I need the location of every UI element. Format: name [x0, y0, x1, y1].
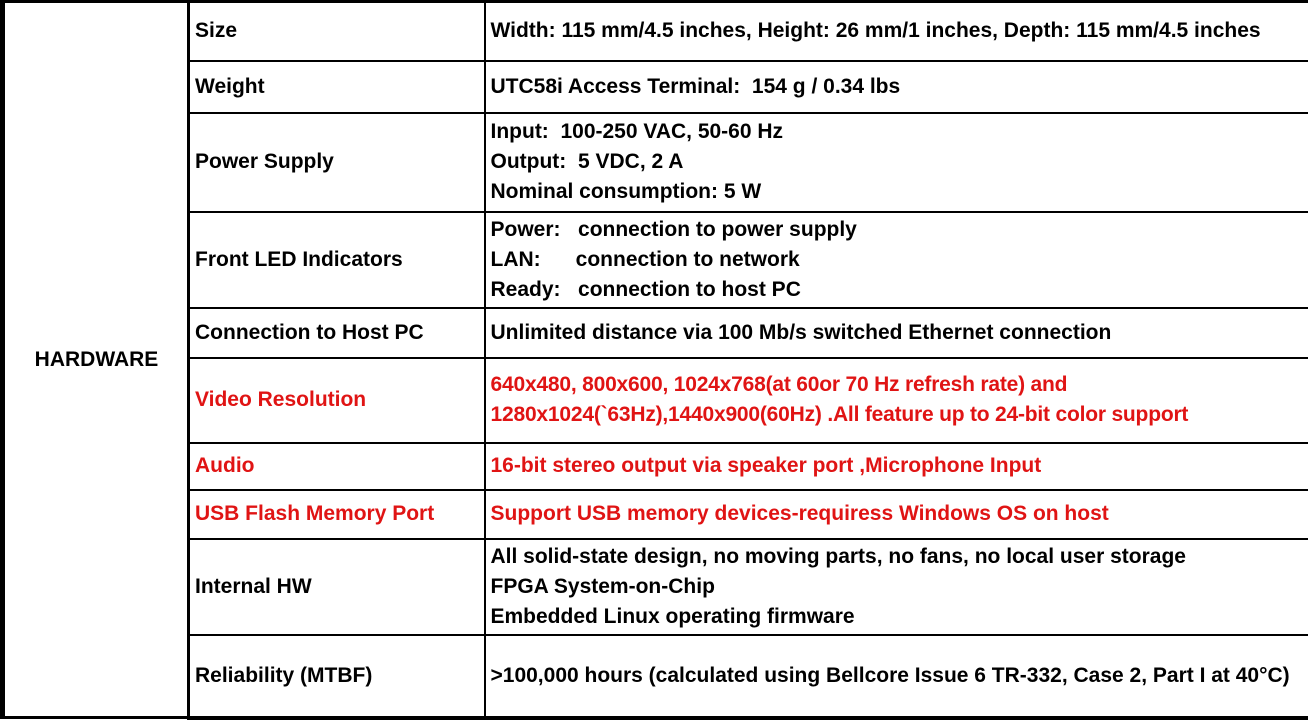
- value-weight-line: UTC58i Access Terminal: 154 g / 0.34 lbs: [491, 72, 1306, 102]
- value-led-indicators: [485, 212, 1308, 308]
- value-internal-hw-line-3: Embedded Linux operating firmware: [491, 602, 1306, 632]
- value-power-supply: [485, 113, 1308, 212]
- value-video-line-1: 640x480, 800x600, 1024x768(at 60or 70 Hz refresh rate) and: [491, 370, 1306, 400]
- label-usb: USB Flash Memory Port: [189, 490, 485, 539]
- value-size-line: Width: 115 mm/4.5 inches, Height: 26 mm/1 inches, Depth: 115 mm/4.5 inches: [491, 17, 1306, 45]
- value-power-input: Input: 100-250 VAC, 50-60 Hz: [491, 117, 1306, 147]
- spec-row-video: [3, 358, 1308, 443]
- value-reliability-line: >100,000 hours (calculated using Bellcore Issue 6 TR-332, Case 2, Part I at 40°C): [491, 662, 1306, 690]
- value-video-line-2: 1280x1024(`63Hz),1440x900(60Hz) .All feature up to 24-bit color support: [491, 400, 1306, 430]
- section-label: HARDWARE: [3, 2, 189, 718]
- value-internal-hw: [485, 539, 1308, 635]
- value-weight: [485, 61, 1308, 113]
- value-video: [485, 358, 1308, 443]
- spec-row-reliability: [3, 635, 1308, 718]
- value-connection: [485, 308, 1308, 358]
- spec-row-audio: [3, 443, 1308, 490]
- spec-row-power-supply: [3, 113, 1308, 212]
- label-reliability: Reliability (MTBF): [189, 635, 485, 718]
- value-power-consumption: Nominal consumption: 5 W: [491, 177, 1306, 207]
- value-connection-line: Unlimited distance via 100 Mb/s switched Ethernet connection: [491, 318, 1306, 348]
- value-audio-line: 16-bit stereo output via speaker port ,Microphone Input: [491, 451, 1306, 481]
- label-led-indicators: Front LED Indicators: [189, 212, 485, 308]
- value-usb-line: Support USB memory devices-requiress Windows OS on host: [491, 499, 1306, 529]
- label-connection: Connection to Host PC: [189, 308, 485, 358]
- value-reliability: [485, 635, 1308, 718]
- value-usb: [485, 490, 1308, 539]
- label-size: Size: [189, 2, 485, 61]
- spec-row-internal-hw: [3, 539, 1308, 635]
- value-internal-hw-line-2: FPGA System-on-Chip: [491, 572, 1306, 602]
- value-internal-hw-line-1: All solid-state design, no moving parts, no fans, no local user storage: [491, 542, 1306, 572]
- value-audio: [485, 443, 1308, 490]
- value-led-power: Power: connection to power supply: [491, 215, 1306, 245]
- label-power-supply: Power Supply: [189, 113, 485, 212]
- value-led-lan: LAN: connection to network: [491, 245, 1306, 275]
- spec-row-connection: [3, 308, 1308, 358]
- value-led-ready: Ready: connection to host PC: [491, 275, 1306, 305]
- label-video: Video Resolution: [189, 358, 485, 443]
- spec-row-usb: [3, 490, 1308, 539]
- value-power-output: Output: 5 VDC, 2 A: [491, 147, 1306, 177]
- value-size: [485, 2, 1308, 61]
- spec-row-weight: [3, 61, 1308, 113]
- label-audio: Audio: [189, 443, 485, 490]
- label-weight: Weight: [189, 61, 485, 113]
- spec-row-led-indicators: [3, 212, 1308, 308]
- spec-row-size: [3, 2, 1308, 61]
- label-internal-hw: Internal HW: [189, 539, 485, 635]
